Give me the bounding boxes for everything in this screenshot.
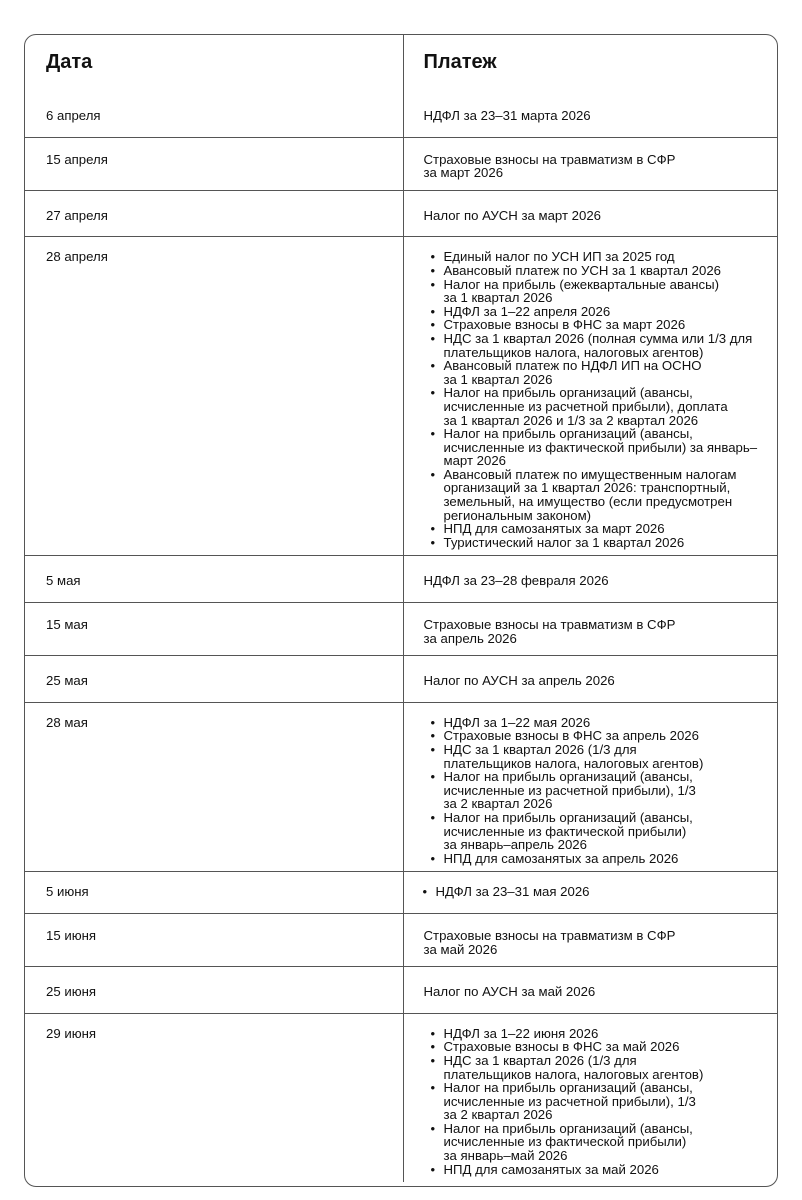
list-item: • НДФЛ за 1–22 мая 2026 bbox=[444, 716, 778, 730]
table-row bbox=[25, 603, 777, 656]
payment-list bbox=[424, 1027, 778, 1177]
date-cell: 15 мая bbox=[25, 603, 403, 656]
table-row bbox=[25, 656, 777, 703]
table-row bbox=[25, 237, 777, 556]
date-cell: 25 мая bbox=[25, 656, 403, 703]
list-item: • Туристический налог за 1 квартал 2026 bbox=[444, 536, 778, 550]
table bbox=[25, 35, 777, 1182]
payment-text: Страховые взносы на травматизм в СФР за март 2026 bbox=[423, 151, 676, 181]
list-item: • НПД для самозанятых за март 2026 bbox=[444, 522, 778, 536]
header-payment: Платеж bbox=[423, 51, 497, 74]
list-item: • Авансовый платеж по НДФЛ ИП на ОСНО за 1 квартал 2026 bbox=[444, 359, 778, 386]
payment-list bbox=[424, 716, 778, 866]
list-item: • Налог на прибыль (ежеквартальные авансы) за 1 квартал 2026 bbox=[444, 278, 778, 305]
payment-text: Налог по АУСН за апрель 2026 bbox=[423, 673, 615, 689]
list-item: • Страховые взносы в ФНС за апрель 2026 bbox=[444, 729, 778, 743]
list-item: • Авансовый платеж по УСН за 1 квартал 2026 bbox=[444, 264, 778, 278]
table-row bbox=[25, 137, 777, 190]
table-row bbox=[25, 872, 777, 914]
payment-cell bbox=[403, 190, 777, 237]
list-item: • Налог на прибыль организаций (авансы, исчисленные из фактической прибыли) за январь–май 2026 bbox=[444, 1122, 778, 1163]
list-item: • НДС за 1 квартал 2026 (1/3 для плательщиков налога, налоговых агентов) bbox=[444, 1054, 778, 1081]
payment-cell bbox=[403, 603, 777, 656]
date-cell: 28 мая bbox=[25, 702, 403, 872]
table-row bbox=[25, 702, 777, 872]
table-header-row bbox=[25, 35, 777, 91]
table-row bbox=[25, 1013, 777, 1182]
list-item: • Налог на прибыль организаций (авансы, исчисленные из расчетной прибыли), 1/3 за 2 квартал 2026 bbox=[444, 770, 778, 811]
list-item: • Налог на прибыль организаций (авансы, исчисленные из фактической прибыли) за январь–апрель 2026 bbox=[444, 811, 778, 852]
header-date: Дата bbox=[25, 35, 403, 91]
list-item: • Единый налог по УСН ИП за 2025 год bbox=[444, 250, 778, 264]
payment-cell bbox=[403, 872, 777, 914]
payment-calendar-table bbox=[24, 34, 778, 1187]
payment-cell bbox=[403, 913, 777, 966]
payment-text: НДФЛ за 23–28 февраля 2026 bbox=[423, 573, 609, 589]
date-cell: 15 апреля bbox=[25, 137, 403, 190]
payment-cell bbox=[403, 91, 777, 137]
payment-text: Страховые взносы на травматизм в СФР за май 2026 bbox=[423, 927, 676, 957]
table-row bbox=[25, 556, 777, 603]
payment-cell bbox=[403, 967, 777, 1014]
table-row bbox=[25, 913, 777, 966]
payment-list bbox=[424, 885, 778, 899]
payment-cell bbox=[403, 702, 777, 872]
list-item: • НПД для самозанятых за апрель 2026 bbox=[444, 852, 778, 866]
date-cell: 6 апреля bbox=[25, 91, 403, 137]
list-item: • Налог на прибыль организаций (авансы, исчисленные из фактической прибыли) за январь– март 2026 bbox=[444, 427, 778, 468]
list-item: • НДС за 1 квартал 2026 (1/3 для плательщиков налога, налоговых агентов) bbox=[444, 743, 778, 770]
table-row bbox=[25, 190, 777, 237]
list-item: • Налог на прибыль организаций (авансы, исчисленные из расчетной прибыли), 1/3 за 2 квартал 2026 bbox=[444, 1081, 778, 1122]
payment-cell bbox=[403, 137, 777, 190]
payment-cell bbox=[403, 237, 777, 556]
list-item: • Налог на прибыль организаций (авансы, исчисленные из расчетной прибыли), доплата за 1 квартал 2026 и 1/3 за 2 квартал 2026 bbox=[444, 386, 778, 427]
date-cell: 15 июня bbox=[25, 913, 403, 966]
payment-cell bbox=[403, 556, 777, 603]
table-row bbox=[25, 967, 777, 1014]
list-item: • НДС за 1 квартал 2026 (полная сумма или 1/3 для плательщиков налога, налоговых агентов) bbox=[444, 332, 778, 359]
date-cell: 25 июня bbox=[25, 967, 403, 1014]
list-item: • НДФЛ за 1–22 июня 2026 bbox=[444, 1027, 778, 1041]
payment-text: Налог по АУСН за март 2026 bbox=[423, 207, 601, 223]
payment-cell bbox=[403, 1013, 777, 1182]
table-row bbox=[25, 91, 777, 137]
payment-text: Страховые взносы на травматизм в СФР за апрель 2026 bbox=[423, 617, 676, 646]
list-item: • Страховые взносы в ФНС за март 2026 bbox=[444, 318, 778, 332]
list-item: • НПД для самозанятых за май 2026 bbox=[444, 1163, 778, 1177]
payment-text: НДФЛ за 23–31 марта 2026 bbox=[423, 108, 591, 123]
list-item: • Авансовый платеж по имущественным налогам организаций за 1 квартал 2026: транспортный, земельный, на имущество (если предусмотрен региональным законом) bbox=[444, 468, 778, 522]
payment-list bbox=[424, 250, 778, 549]
list-item: • Страховые взносы в ФНС за май 2026 bbox=[444, 1040, 778, 1054]
date-cell: 29 июня bbox=[25, 1013, 403, 1182]
date-cell: 27 апреля bbox=[25, 190, 403, 237]
date-cell: 5 июня bbox=[25, 872, 403, 914]
list-item: • НДФЛ за 1–22 апреля 2026 bbox=[444, 305, 778, 319]
table-body bbox=[25, 91, 777, 1182]
date-cell: 5 мая bbox=[25, 556, 403, 603]
list-item: • НДФЛ за 23–31 мая 2026 bbox=[436, 885, 778, 899]
payment-text: Налог по АУСН за май 2026 bbox=[423, 984, 596, 1000]
payment-cell bbox=[403, 656, 777, 703]
date-cell: 28 апреля bbox=[25, 237, 403, 556]
